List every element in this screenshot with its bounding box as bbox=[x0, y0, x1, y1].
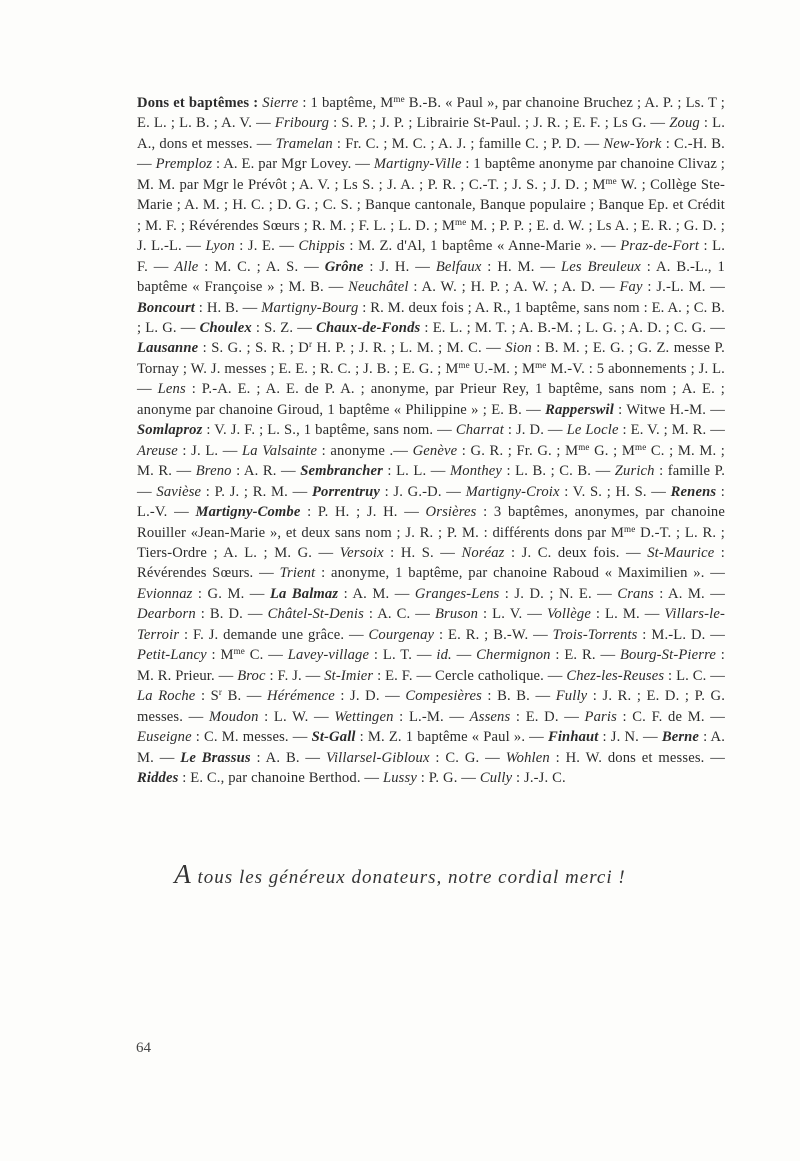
place-name: Sierre bbox=[262, 95, 299, 111]
text-run: : H. M. — bbox=[481, 258, 562, 275]
place-name: Villarsel-Gibloux bbox=[325, 749, 430, 766]
place-name: Fribourg bbox=[274, 115, 330, 132]
place-name: Wohlen bbox=[505, 749, 550, 766]
place-name: Bourg-St-Pierre bbox=[619, 647, 716, 664]
text-run: : G. R. ; Fr. G. ; M bbox=[457, 442, 579, 459]
superscript: me bbox=[233, 646, 245, 657]
text-run: : P.-A. E. ; A. E. de P. A. ; anonyme, par Prieur Rey, 1 baptême, sans nom ; A. E. ; anonyme par chanoine Giroud, 1 baptême « Philippine » ; E. B. — bbox=[137, 381, 726, 418]
text-run: : J. R. ; E. D. ; P. G. messes. — bbox=[137, 688, 726, 725]
text-run: : A. C. — bbox=[363, 606, 435, 623]
place-name-bold: Rapperswil bbox=[545, 401, 614, 418]
place-name: Les Breuleux bbox=[561, 258, 641, 275]
place-name: La Roche bbox=[137, 688, 196, 705]
text-run: : J. D. — bbox=[334, 688, 406, 705]
donations-article bbox=[137, 93, 725, 788]
text-run: : L. V. — bbox=[478, 606, 547, 623]
closing-text: tous les généreux donateurs, notre cordial merci ! bbox=[191, 867, 626, 888]
text-run: B.-B. « Paul », par chanoine Bruchez ; A. P. ; Ls. T ; E. L. ; L. B. ; A. V. — bbox=[137, 95, 726, 132]
place-name: Broc bbox=[237, 667, 266, 684]
place-name: Cully bbox=[479, 769, 513, 786]
place-name-bold: Grône bbox=[324, 258, 364, 275]
text-run: : L.-M. — bbox=[393, 708, 470, 725]
text-run: : V. J. F. ; L. S., 1 baptême, sans nom. — bbox=[202, 422, 456, 439]
superscript: me bbox=[635, 441, 647, 452]
text-run: : L. B. ; C. B. — bbox=[502, 463, 615, 480]
place-name: Paris bbox=[584, 708, 617, 725]
place-name: Zoug bbox=[669, 115, 700, 132]
place-name: Genève bbox=[412, 442, 458, 459]
place-name: Dearborn bbox=[137, 606, 196, 623]
place-name-bold: Lausanne bbox=[137, 340, 199, 357]
text-run: W. ; Collège Ste-Marie ; A. M. ; H. C. ; D. G. ; C. S. ; Banque cantonale, Banque populaire ; Banque Ep. et Crédit ; M. F. ; Révérendes Sœurs ; R. M. ; F. L. ; L. D. ; M bbox=[137, 176, 725, 234]
text-run: : L.-V. — bbox=[137, 483, 726, 521]
text-run: : M.-L. D. — bbox=[637, 626, 725, 643]
superscript: me bbox=[535, 359, 547, 370]
text-run: : M. C. ; A. S. — bbox=[198, 258, 325, 275]
text-run: : A. B.-L., 1 baptême « Françoise » ; M. B. — bbox=[137, 258, 725, 296]
text-run: M.-V. : 5 abonnements ; J. L. — bbox=[137, 360, 725, 398]
text-run: : A. B. — bbox=[250, 749, 326, 766]
place-name: Martigny-Ville bbox=[373, 156, 462, 173]
place-name-bold: St-Gall bbox=[311, 729, 356, 746]
text-run: : L. L. — bbox=[382, 463, 450, 480]
place-name: Granges-Lens bbox=[414, 585, 500, 602]
text-run: : A. M. — bbox=[338, 585, 415, 602]
text-run: : H. W. dons et messes. — bbox=[549, 749, 725, 766]
text-run: : M bbox=[206, 647, 234, 664]
text-run: : A. E. par Mgr Lovey. — bbox=[212, 156, 374, 173]
place-name: Premploz bbox=[155, 156, 213, 173]
place-name: Fully bbox=[555, 688, 588, 705]
superscript: me bbox=[458, 359, 470, 370]
text-run: : M. R. Prieur. — bbox=[137, 647, 725, 684]
text-run: : R. M. deux fois ; A. R., 1 baptême, sans nom : E. A. ; C. B. ; L. G. — bbox=[137, 299, 725, 336]
text-run: : anonyme, 1 baptême, par chanoine Raboud « Maximilien ». — bbox=[315, 565, 725, 582]
place-name: Martigny-Croix bbox=[465, 483, 560, 500]
place-name: Assens bbox=[469, 708, 511, 725]
text-run: H. P. ; J. R. ; L. M. ; M. C. — bbox=[312, 340, 506, 357]
text-run: : Witwe H.-M. — bbox=[613, 401, 725, 418]
place-name: New-York bbox=[603, 135, 662, 152]
place-name: Lussy bbox=[382, 769, 417, 786]
text-run: : A. W. ; H. P. ; A. W. ; A. D. — bbox=[408, 279, 620, 296]
superscript: me bbox=[393, 94, 405, 105]
place-name: Areuse bbox=[137, 442, 178, 459]
place-name: Noréaz bbox=[461, 544, 505, 561]
place-name: id. bbox=[436, 647, 452, 664]
text-run: : 1 baptême anonyme par chanoine Clivaz ; M. M. par Mgr le Prévôt ; A. V. ; Ls S. ; J. A. ; P. R. ; C.-T. ; J. S. ; J. D. ; M bbox=[137, 156, 725, 193]
place-name: Neuchâtel bbox=[348, 279, 409, 296]
text-run: B. — bbox=[222, 688, 268, 705]
text-run: : P. J. ; R. M. — bbox=[201, 483, 312, 500]
place-name-bold: Sembrancher bbox=[300, 463, 383, 480]
text-run: : A. R. — bbox=[231, 463, 301, 480]
place-name: Belfaux bbox=[435, 258, 482, 275]
place-name: Le Locle bbox=[566, 422, 619, 439]
superscript: me bbox=[605, 175, 617, 186]
text-run: : E. V. ; M. R. — bbox=[618, 422, 725, 439]
place-name: Alle bbox=[174, 258, 199, 275]
text-run: : B. M. ; E. G. ; G. Z. messe P. Tornay ; W. J. messes ; E. E. ; R. C. ; J. B. ; E. G. ; M bbox=[137, 340, 725, 377]
text-run: : 1 baptême, M bbox=[298, 95, 394, 111]
text-run: : Fr. C. ; M. C. ; A. J. ; famille C. ; P. D. — bbox=[332, 135, 604, 152]
text-run: M. ; P. P. ; E. d. W. ; Ls A. ; E. R. ; G. D. ; J. L.-L. — bbox=[137, 217, 725, 255]
closing-thanks bbox=[0, 859, 800, 890]
place-name: Chippis bbox=[298, 238, 345, 255]
place-name: Crans bbox=[617, 585, 654, 602]
text-run: : J. C. deux fois. — bbox=[504, 544, 648, 561]
place-name: Villars-le-Terroir bbox=[137, 606, 725, 643]
superscript: me bbox=[578, 441, 590, 452]
text-run: : J. L. — bbox=[177, 442, 243, 459]
text-run: : E. F. — Cercle catholique. — bbox=[373, 667, 567, 684]
place-name-bold: Renens bbox=[670, 483, 717, 500]
text-run: : E. D. — bbox=[510, 708, 585, 725]
place-name: Chez-les-Reuses bbox=[566, 667, 665, 684]
place-name: Wettingen bbox=[334, 708, 394, 725]
place-name-bold: Berne bbox=[661, 729, 700, 746]
text-run: : J. D. ; N. E. — bbox=[499, 585, 618, 602]
place-name: Euseigne bbox=[137, 729, 192, 746]
place-name: St-Imier bbox=[324, 667, 374, 684]
text-run: : Révérendes Sœurs. — bbox=[137, 544, 725, 582]
place-name-bold: Martigny-Combe bbox=[195, 504, 301, 521]
place-name: Lyon bbox=[205, 238, 235, 255]
place-name: Petit-Lancy bbox=[137, 647, 207, 664]
text-run: — bbox=[451, 647, 477, 664]
text-run: : E. L. ; M. T. ; A. B.-M. ; L. G. ; A. D. ; C. G. — bbox=[420, 319, 725, 336]
place-name: Lens bbox=[157, 381, 186, 398]
text-run: : L. C. — bbox=[664, 667, 726, 684]
place-name: Moudon bbox=[208, 708, 259, 725]
text-run: : H. B. — bbox=[194, 299, 262, 316]
text-run: : M. Z. d'Al, 1 baptême « Anne-Marie ». — bbox=[344, 238, 621, 255]
text-run: D.-T. ; L. R. ; Tiers-Ordre ; A. L. ; M. G. — bbox=[137, 524, 725, 561]
text-run: : 3 baptêmes, anonymes, par chanoine Rouiller «Jean-Marie », et deux sans nom ; J. R. ; P. M. : différents dons par M bbox=[137, 504, 725, 541]
text-run: : J. H. — bbox=[363, 258, 436, 275]
text-run: : C. F. de M. — bbox=[616, 708, 725, 725]
place-name: Praz-de-Fort bbox=[620, 238, 700, 255]
place-name-bold: Riddes bbox=[137, 769, 179, 786]
closing-initial: A bbox=[174, 859, 192, 889]
text-run: : S. Z. — bbox=[251, 319, 317, 336]
place-name: Evionnaz bbox=[137, 585, 193, 602]
text-run: : H. S. — bbox=[383, 544, 462, 561]
place-name: Sion bbox=[505, 340, 532, 357]
text-run: : P. G. — bbox=[416, 769, 480, 786]
text-run: : J. G.-D. — bbox=[379, 483, 466, 500]
text-run: : A. M. — bbox=[137, 729, 726, 766]
place-name-bold: Somlaproz bbox=[137, 422, 203, 439]
text-run: : E. C., par chanoine Berthod. — bbox=[178, 769, 383, 786]
place-name: Compesières bbox=[405, 688, 482, 705]
text-run: : L. A., dons et messes. — bbox=[137, 115, 726, 152]
text-run: : L. F. — bbox=[137, 238, 725, 275]
place-name: Breno bbox=[195, 463, 232, 480]
place-name: Lavey-village bbox=[287, 647, 370, 664]
place-name-bold: Finhaut bbox=[547, 729, 599, 746]
text-run: : J.-J. C. bbox=[512, 769, 566, 786]
superscript: me bbox=[455, 216, 467, 227]
text-run: : anonyme .— bbox=[317, 442, 413, 459]
text-run: : L. M. — bbox=[590, 606, 665, 623]
text-run: : S. P. ; J. P. ; Librairie St-Paul. ; J. R. ; E. F. ; Ls G. — bbox=[329, 115, 670, 132]
page-number: 64 bbox=[136, 1040, 151, 1056]
text-run: : J.-L. M. — bbox=[642, 279, 726, 296]
text-run: : famille P. — bbox=[137, 463, 726, 500]
text-run: : P. H. ; J. H. — bbox=[300, 504, 426, 521]
text-run: : S bbox=[195, 688, 219, 705]
section-label: Dons et baptêmes : bbox=[137, 95, 259, 111]
place-name-bold: Porrentruy bbox=[311, 483, 380, 500]
text-run: : S. G. ; S. R. ; D bbox=[198, 340, 309, 357]
text-run: : E. R. ; B.-W. — bbox=[434, 626, 553, 643]
place-name: Zurich bbox=[614, 463, 655, 480]
place-name-bold: Le Brassus bbox=[180, 749, 251, 766]
place-name: Hérémence bbox=[267, 688, 335, 705]
text-run: : C.-H. B. — bbox=[137, 135, 725, 173]
superscript: me bbox=[624, 523, 636, 534]
donations-paragraph bbox=[137, 93, 725, 788]
text-run: C. ; M. M. ; M. R. — bbox=[137, 442, 726, 480]
place-name: Tramelan bbox=[275, 135, 333, 152]
place-name-bold: Choulex bbox=[199, 319, 252, 336]
text-run: : A. M. — bbox=[653, 585, 726, 602]
text-run: : M. Z. 1 baptême « Paul ». — bbox=[355, 729, 548, 746]
superscript: r bbox=[308, 339, 313, 350]
text-run: : F. J. demande une grâce. — bbox=[179, 626, 369, 643]
place-name: Orsières bbox=[425, 504, 477, 521]
place-name: Martigny-Bourg bbox=[261, 299, 359, 316]
text-run: U.-M. ; M bbox=[469, 360, 536, 377]
text-run: : J. E. — bbox=[234, 238, 299, 255]
text-run: : C. G. — bbox=[429, 749, 506, 766]
place-name: Versoix bbox=[339, 544, 384, 561]
place-name-bold: Chaux-de-Fonds bbox=[316, 319, 421, 336]
place-name: Chermignon bbox=[476, 647, 551, 664]
place-name: Bruson bbox=[434, 606, 479, 623]
text-run: : L. W. — bbox=[258, 708, 335, 725]
place-name-bold: Boncourt bbox=[137, 299, 195, 316]
place-name: Charrat bbox=[455, 422, 504, 439]
superscript: r bbox=[218, 687, 223, 698]
text-run: : G. M. — bbox=[192, 585, 270, 602]
place-name: La Valsainte bbox=[242, 442, 318, 459]
place-name: Savièse bbox=[156, 483, 202, 500]
text-run: : F. J. — bbox=[265, 667, 325, 684]
text-run: G. ; M bbox=[589, 442, 636, 459]
place-name: Trois-Torrents bbox=[552, 626, 638, 643]
text-run: : V. S. ; H. S. — bbox=[559, 483, 671, 500]
text-run: : J. D. — bbox=[503, 422, 567, 439]
place-name: Vollège bbox=[546, 606, 591, 623]
text-run: : C. M. messes. — bbox=[191, 729, 312, 746]
text-run: : L. T. — bbox=[369, 647, 437, 664]
place-name: Trient bbox=[279, 565, 316, 582]
text-run: : B. D. — bbox=[195, 606, 268, 623]
place-name: Monthey bbox=[449, 463, 503, 480]
text-run: C. — bbox=[244, 647, 288, 664]
text-run: : E. R. — bbox=[550, 647, 620, 664]
place-name: St-Maurice bbox=[647, 544, 715, 561]
text-run: : B. B. — bbox=[481, 688, 556, 705]
place-name: Châtel-St-Denis bbox=[267, 606, 364, 623]
place-name: Fay bbox=[619, 279, 643, 296]
text-run: : J. N. — bbox=[598, 729, 662, 746]
place-name: Courgenay bbox=[368, 626, 435, 643]
place-name-bold: La Balmaz bbox=[269, 585, 339, 602]
